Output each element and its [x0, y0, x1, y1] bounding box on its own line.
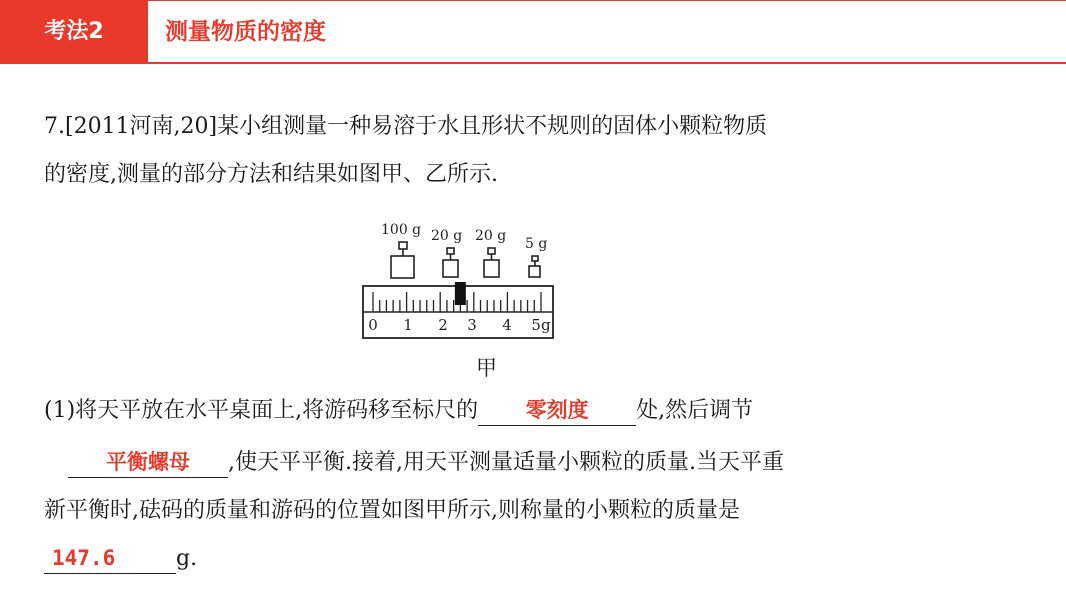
scale-label-3: 3: [467, 316, 477, 334]
answer-2: 平衡螺母: [106, 450, 190, 474]
question-line-1: 7.[2011河南,20]某小组测量一种易溶于水且形状不规则的固体小颗粒物质: [44, 114, 768, 139]
scale-label-4: 4: [502, 316, 512, 334]
scale-label-2: 2: [438, 316, 448, 334]
part1-text-c: ,使天平平衡.接着,用天平测量适量小颗粒的质量.当天平重: [228, 450, 784, 475]
weight-20g-a: [443, 248, 458, 277]
part1-text-e: g.: [176, 546, 198, 571]
header-bottom-rule: [148, 62, 1066, 64]
balance-figure: [355, 216, 565, 344]
weight-label-20g-b: 20 g: [475, 228, 507, 244]
scale-label-5g: 5g: [531, 316, 551, 334]
weight-20g-b: [484, 248, 499, 277]
part1-text-b: 处,然后调节: [636, 398, 754, 423]
figure-caption: 甲: [476, 356, 497, 380]
question-line-2: 的密度,测量的部分方法和结果如图甲、乙所示.: [44, 162, 498, 187]
answer-blank-1[interactable]: [478, 399, 636, 426]
scale-label-1: 1: [403, 316, 413, 334]
weight-5g: [529, 256, 540, 277]
scale-label-0: 0: [368, 316, 378, 334]
header-top-rule: [148, 0, 1066, 1]
weight-label-20g-a: 20 g: [431, 228, 463, 244]
question-line-5: 新平衡时,砝码的质量和游码的位置如图甲所示,则称量的小颗粒的质量是: [44, 498, 740, 523]
question-line-6: [44, 544, 197, 574]
weight-100g: [391, 242, 414, 278]
rider: [455, 282, 466, 305]
weight-label-100g: 100 g: [381, 222, 422, 238]
part1-text-a: (1)将天平放在水平桌面上,将游码移至标尺的: [44, 398, 479, 423]
answer-3: 147.6: [52, 546, 116, 570]
answer-blank-2[interactable]: [68, 451, 228, 478]
answer-blank-3[interactable]: [44, 547, 176, 574]
section-tag: 考法2: [0, 0, 148, 64]
section-title: 测量物质的密度: [165, 19, 326, 45]
weight-label-5g: 5 g: [525, 236, 548, 252]
section-header: [0, 0, 1066, 64]
question-line-4: [68, 448, 784, 478]
question-line-3: [44, 396, 753, 426]
answer-1: 零刻度: [525, 398, 589, 422]
